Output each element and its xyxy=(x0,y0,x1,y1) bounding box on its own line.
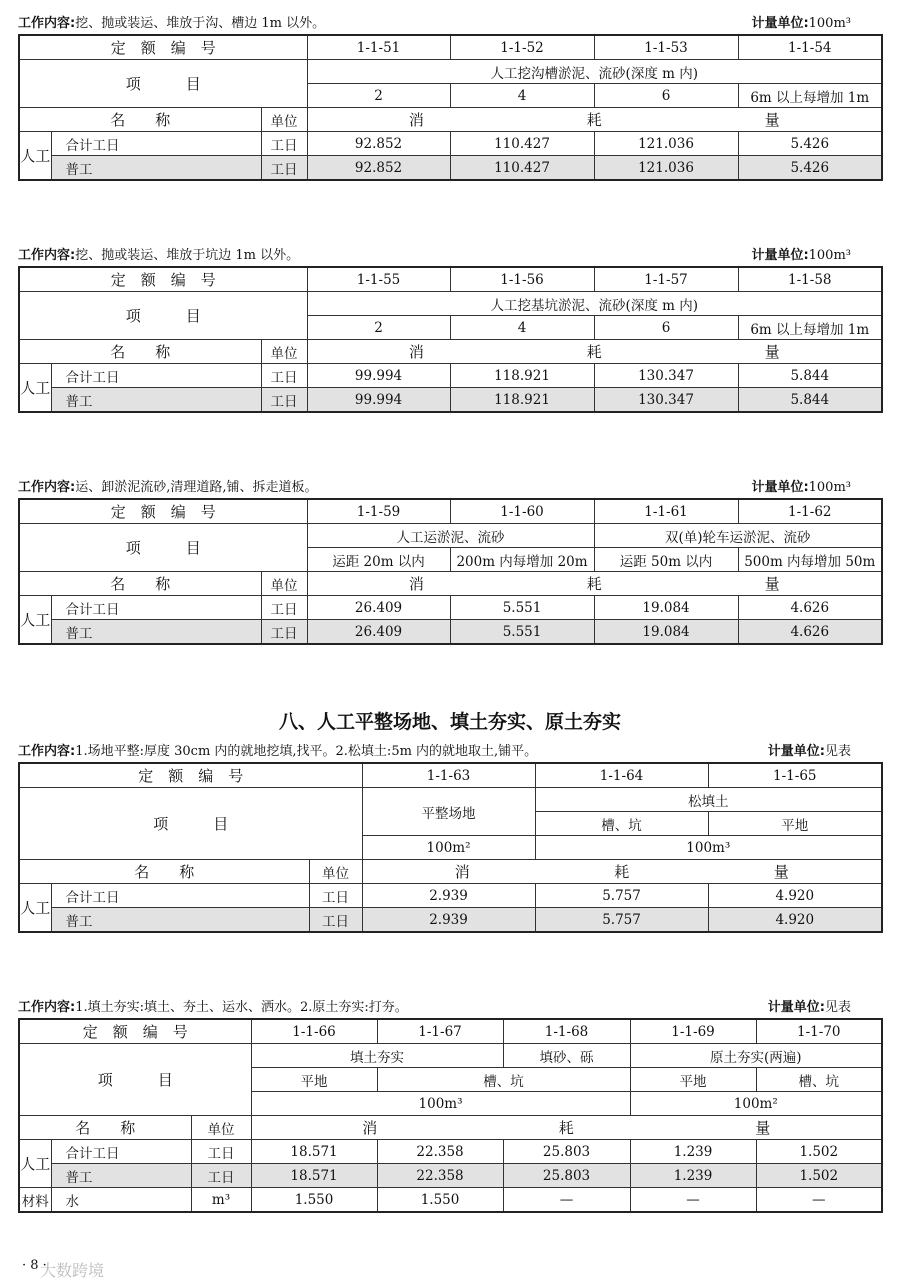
item-header: 项 目 xyxy=(19,60,307,108)
code-cell: 1-1-60 xyxy=(450,499,594,524)
measure-unit-value: 100m³ xyxy=(808,248,851,263)
row-value: 2.939 xyxy=(362,884,535,908)
item-header: 项 目 xyxy=(19,788,362,860)
row-value: 92.852 xyxy=(307,156,450,181)
code-cell: 1-1-57 xyxy=(594,267,738,292)
code-cell: 1-1-67 xyxy=(377,1019,503,1044)
row-value: 5.757 xyxy=(535,908,708,933)
row-name: 合计工日 xyxy=(51,596,261,620)
quota-section-5 xyxy=(18,998,881,1213)
item-header: 项 目 xyxy=(19,524,307,572)
item-group: 双(单)轮车运淤泥、流砂 xyxy=(594,524,882,548)
consume-char: 消 xyxy=(362,1119,378,1137)
consume-char: 量 xyxy=(755,1119,771,1137)
measure-unit-label: 计量单位: xyxy=(751,480,809,495)
measure-unit-label: 计量单位: xyxy=(751,248,809,263)
item-sub: 6 xyxy=(594,84,738,108)
measure-unit xyxy=(751,14,851,34)
row-value: 5.757 xyxy=(535,884,708,908)
code-cell: 1-1-64 xyxy=(535,763,708,788)
consumption-header xyxy=(362,860,882,884)
row-value: 5.426 xyxy=(738,156,882,181)
consume-char: 消 xyxy=(454,863,470,881)
consume-char: 耗 xyxy=(614,863,630,881)
row-value: 1.239 xyxy=(630,1164,756,1188)
code-header: 定 额 编 号 xyxy=(19,763,362,788)
row-value: 1.502 xyxy=(756,1140,882,1164)
row-value: 121.036 xyxy=(594,132,738,156)
row-unit: 工日 xyxy=(261,620,307,645)
section-title: 八、人工平整场地、填土夯实、原土夯实 xyxy=(278,711,621,733)
code-header: 定 额 编 号 xyxy=(19,35,307,60)
row-value: 1.239 xyxy=(630,1140,756,1164)
item-sub: 500m 内每增加 50m xyxy=(738,548,882,572)
name-header: 名 称 xyxy=(19,572,261,596)
item-sub: 2 xyxy=(307,316,450,340)
row-unit: 工日 xyxy=(261,364,307,388)
row-value: 4.626 xyxy=(738,620,882,645)
row-unit: 工日 xyxy=(309,884,362,908)
quota-section-4 xyxy=(18,742,881,933)
code-cell: 1-1-69 xyxy=(630,1019,756,1044)
item-group: 人工挖沟槽淤泥、流砂(深度 m 内) xyxy=(307,60,882,84)
labor-category: 人工 xyxy=(19,1140,51,1188)
work-content-label: 工作内容: xyxy=(18,16,76,31)
row-value: 110.427 xyxy=(450,132,594,156)
row-name: 合计工日 xyxy=(51,1140,191,1164)
item-unit: 100m² xyxy=(362,836,535,860)
row-value: 5.551 xyxy=(450,596,594,620)
code-cell: 1-1-68 xyxy=(503,1019,630,1044)
row-value: 4.626 xyxy=(738,596,882,620)
quota-table xyxy=(18,266,883,413)
row-unit: 工日 xyxy=(261,132,307,156)
row-value: 99.994 xyxy=(307,388,450,413)
labor-category: 人工 xyxy=(19,364,51,413)
code-cell: 1-1-54 xyxy=(738,35,882,60)
row-value: 5.426 xyxy=(738,132,882,156)
row-unit: 工日 xyxy=(261,596,307,620)
row-value: 5.551 xyxy=(450,620,594,645)
work-content-text: 挖、抛或装运、堆放于沟、槽边 1m 以外。 xyxy=(75,16,326,31)
material-category: 材料 xyxy=(19,1188,51,1213)
consumption-header xyxy=(251,1116,882,1140)
code-cell: 1-1-62 xyxy=(738,499,882,524)
work-content-text: 1.填土夯实:填土、夯土、运水、洒水。2.原土夯实:打夯。 xyxy=(75,1000,408,1015)
labor-category: 人工 xyxy=(19,884,51,933)
code-cell: 1-1-53 xyxy=(594,35,738,60)
row-unit: 工日 xyxy=(191,1164,251,1188)
item-sub: 槽、坑 xyxy=(377,1068,630,1092)
name-header: 名 称 xyxy=(19,108,261,132)
section-header xyxy=(18,478,881,498)
item-header: 项 目 xyxy=(19,1044,251,1116)
code-cell: 1-1-58 xyxy=(738,267,882,292)
item-sub: 4 xyxy=(450,84,594,108)
page-number: · 8 · xyxy=(22,1258,47,1273)
section-header xyxy=(18,246,881,266)
measure-unit-label: 计量单位: xyxy=(751,16,809,31)
row-name: 普工 xyxy=(51,156,261,181)
item-group: 人工挖基坑淤泥、流砂(深度 m 内) xyxy=(307,292,882,316)
measure-unit xyxy=(768,998,851,1018)
measure-unit-label: 计量单位: xyxy=(767,744,825,759)
section-header xyxy=(18,14,881,34)
item-sub: 2 xyxy=(307,84,450,108)
row-value: 1.550 xyxy=(377,1188,503,1213)
item-group: 松填土 xyxy=(535,788,882,812)
item-sub: 槽、坑 xyxy=(535,812,708,836)
work-content-label: 工作内容: xyxy=(18,1000,76,1015)
measure-unit-value: 100m³ xyxy=(808,16,851,31)
row-name: 普工 xyxy=(51,620,261,645)
item-sub: 运距 20m 以内 xyxy=(307,548,450,572)
measure-unit xyxy=(768,742,851,762)
measure-unit xyxy=(751,246,851,266)
row-unit: m³ xyxy=(191,1188,251,1213)
work-content-label: 工作内容: xyxy=(18,744,76,759)
section-header xyxy=(18,998,881,1018)
item-group: 原土夯实(两遍) xyxy=(630,1044,882,1068)
code-header: 定 额 编 号 xyxy=(19,1019,251,1044)
unit-header: 单位 xyxy=(261,340,307,364)
row-value: 118.921 xyxy=(450,364,594,388)
row-value: 26.409 xyxy=(307,596,450,620)
measure-unit-value: 见表 xyxy=(824,1000,851,1015)
measure-unit-label: 计量单位: xyxy=(767,1000,825,1015)
row-value: 130.347 xyxy=(594,364,738,388)
row-name: 水 xyxy=(51,1188,191,1213)
row-value: 19.084 xyxy=(594,620,738,645)
quota-section-1 xyxy=(18,14,881,181)
code-cell: 1-1-63 xyxy=(362,763,535,788)
row-value: 2.939 xyxy=(362,908,535,933)
unit-header: 单位 xyxy=(309,860,362,884)
measure-unit xyxy=(751,478,851,498)
code-cell: 1-1-65 xyxy=(708,763,882,788)
consumption-header xyxy=(307,108,882,132)
code-cell: 1-1-52 xyxy=(450,35,594,60)
row-unit: 工日 xyxy=(261,156,307,181)
row-value: 99.994 xyxy=(307,364,450,388)
code-cell: 1-1-66 xyxy=(251,1019,377,1044)
row-value: 18.571 xyxy=(251,1164,377,1188)
row-value: — xyxy=(503,1188,630,1213)
consume-char: 量 xyxy=(764,575,780,593)
consume-char: 耗 xyxy=(558,1119,574,1137)
quota-table xyxy=(18,34,883,181)
row-value: 22.358 xyxy=(377,1140,503,1164)
consumption-header xyxy=(307,340,882,364)
measure-unit-value: 100m³ xyxy=(808,480,851,495)
consume-char: 耗 xyxy=(586,111,602,129)
watermark: 大数跨境 xyxy=(40,1261,105,1280)
row-value: — xyxy=(630,1188,756,1213)
row-value: 92.852 xyxy=(307,132,450,156)
item-group: 填砂、砾 xyxy=(503,1044,630,1068)
row-value: 4.920 xyxy=(708,908,882,933)
row-value: 118.921 xyxy=(450,388,594,413)
row-name: 合计工日 xyxy=(51,364,261,388)
labor-category: 人工 xyxy=(19,596,51,645)
item-sub: 平地 xyxy=(630,1068,756,1092)
row-unit: 工日 xyxy=(191,1140,251,1164)
row-value: 22.358 xyxy=(377,1164,503,1188)
code-header: 定 额 编 号 xyxy=(19,267,307,292)
unit-header: 单位 xyxy=(191,1116,251,1140)
code-cell: 1-1-51 xyxy=(307,35,450,60)
item-sub: 200m 内每增加 20m xyxy=(450,548,594,572)
row-value: 19.084 xyxy=(594,596,738,620)
item-sub: 6 xyxy=(594,316,738,340)
quota-table xyxy=(18,498,883,645)
row-value: 4.920 xyxy=(708,884,882,908)
item-group: 填土夯实 xyxy=(251,1044,503,1068)
unit-header: 单位 xyxy=(261,572,307,596)
consumption-header xyxy=(307,572,882,596)
item-sub: 平地 xyxy=(708,812,882,836)
row-name: 合计工日 xyxy=(51,132,261,156)
code-cell: 1-1-59 xyxy=(307,499,450,524)
consume-char: 耗 xyxy=(586,343,602,361)
row-unit: 工日 xyxy=(309,908,362,933)
item-group: 平整场地 xyxy=(362,788,535,836)
row-value: 130.347 xyxy=(594,388,738,413)
row-value: 25.803 xyxy=(503,1140,630,1164)
work-content-label: 工作内容: xyxy=(18,480,76,495)
consume-char: 量 xyxy=(764,111,780,129)
item-header: 项 目 xyxy=(19,292,307,340)
measure-unit-value: 见表 xyxy=(824,744,851,759)
row-value: 110.427 xyxy=(450,156,594,181)
row-value: 26.409 xyxy=(307,620,450,645)
work-content-text: 运、卸淤泥流砂,清理道路,铺、拆走道板。 xyxy=(75,480,318,495)
quota-table xyxy=(18,762,883,933)
consume-char: 消 xyxy=(408,111,424,129)
quota-table xyxy=(18,1018,883,1213)
quota-section-3 xyxy=(18,478,881,645)
row-name: 普工 xyxy=(51,388,261,413)
item-sub: 6m 以上每增加 1m xyxy=(738,84,882,108)
row-name: 普工 xyxy=(51,908,309,933)
work-content-label: 工作内容: xyxy=(18,248,76,263)
row-value: 5.844 xyxy=(738,388,882,413)
row-value: — xyxy=(756,1188,882,1213)
consume-char: 量 xyxy=(764,343,780,361)
unit-header: 单位 xyxy=(261,108,307,132)
labor-category: 人工 xyxy=(19,132,51,181)
code-cell: 1-1-55 xyxy=(307,267,450,292)
item-sub: 6m 以上每增加 1m xyxy=(738,316,882,340)
quota-section-2 xyxy=(18,246,881,413)
section-header xyxy=(18,742,881,762)
item-sub: 4 xyxy=(450,316,594,340)
item-sub: 平地 xyxy=(251,1068,377,1092)
item-sub: 槽、坑 xyxy=(756,1068,882,1092)
code-cell: 1-1-70 xyxy=(756,1019,882,1044)
work-content-text: 1.场地平整:厚度 30cm 内的就地挖填,找平。2.松填土:5m 内的就地取土,铺平。 xyxy=(75,744,538,759)
name-header: 名 称 xyxy=(19,340,261,364)
work-content-text: 挖、抛或装运、堆放于坑边 1m 以外。 xyxy=(75,248,300,263)
row-value: 18.571 xyxy=(251,1140,377,1164)
name-header: 名 称 xyxy=(19,860,309,884)
name-header: 名 称 xyxy=(19,1116,191,1140)
row-value: 25.803 xyxy=(503,1164,630,1188)
item-group: 人工运淤泥、流砂 xyxy=(307,524,594,548)
row-unit: 工日 xyxy=(261,388,307,413)
row-value: 1.502 xyxy=(756,1164,882,1188)
item-unit: 100m³ xyxy=(251,1092,630,1116)
item-sub: 运距 50m 以内 xyxy=(594,548,738,572)
row-value: 121.036 xyxy=(594,156,738,181)
consume-char: 消 xyxy=(408,343,424,361)
code-cell: 1-1-61 xyxy=(594,499,738,524)
consume-char: 消 xyxy=(408,575,424,593)
row-value: 1.550 xyxy=(251,1188,377,1213)
row-value: 5.844 xyxy=(738,364,882,388)
code-cell: 1-1-56 xyxy=(450,267,594,292)
row-name: 合计工日 xyxy=(51,884,309,908)
code-header: 定 额 编 号 xyxy=(19,499,307,524)
item-unit: 100m³ xyxy=(535,836,882,860)
consume-char: 量 xyxy=(773,863,789,881)
consume-char: 耗 xyxy=(586,575,602,593)
row-name: 普工 xyxy=(51,1164,191,1188)
item-unit: 100m² xyxy=(630,1092,882,1116)
